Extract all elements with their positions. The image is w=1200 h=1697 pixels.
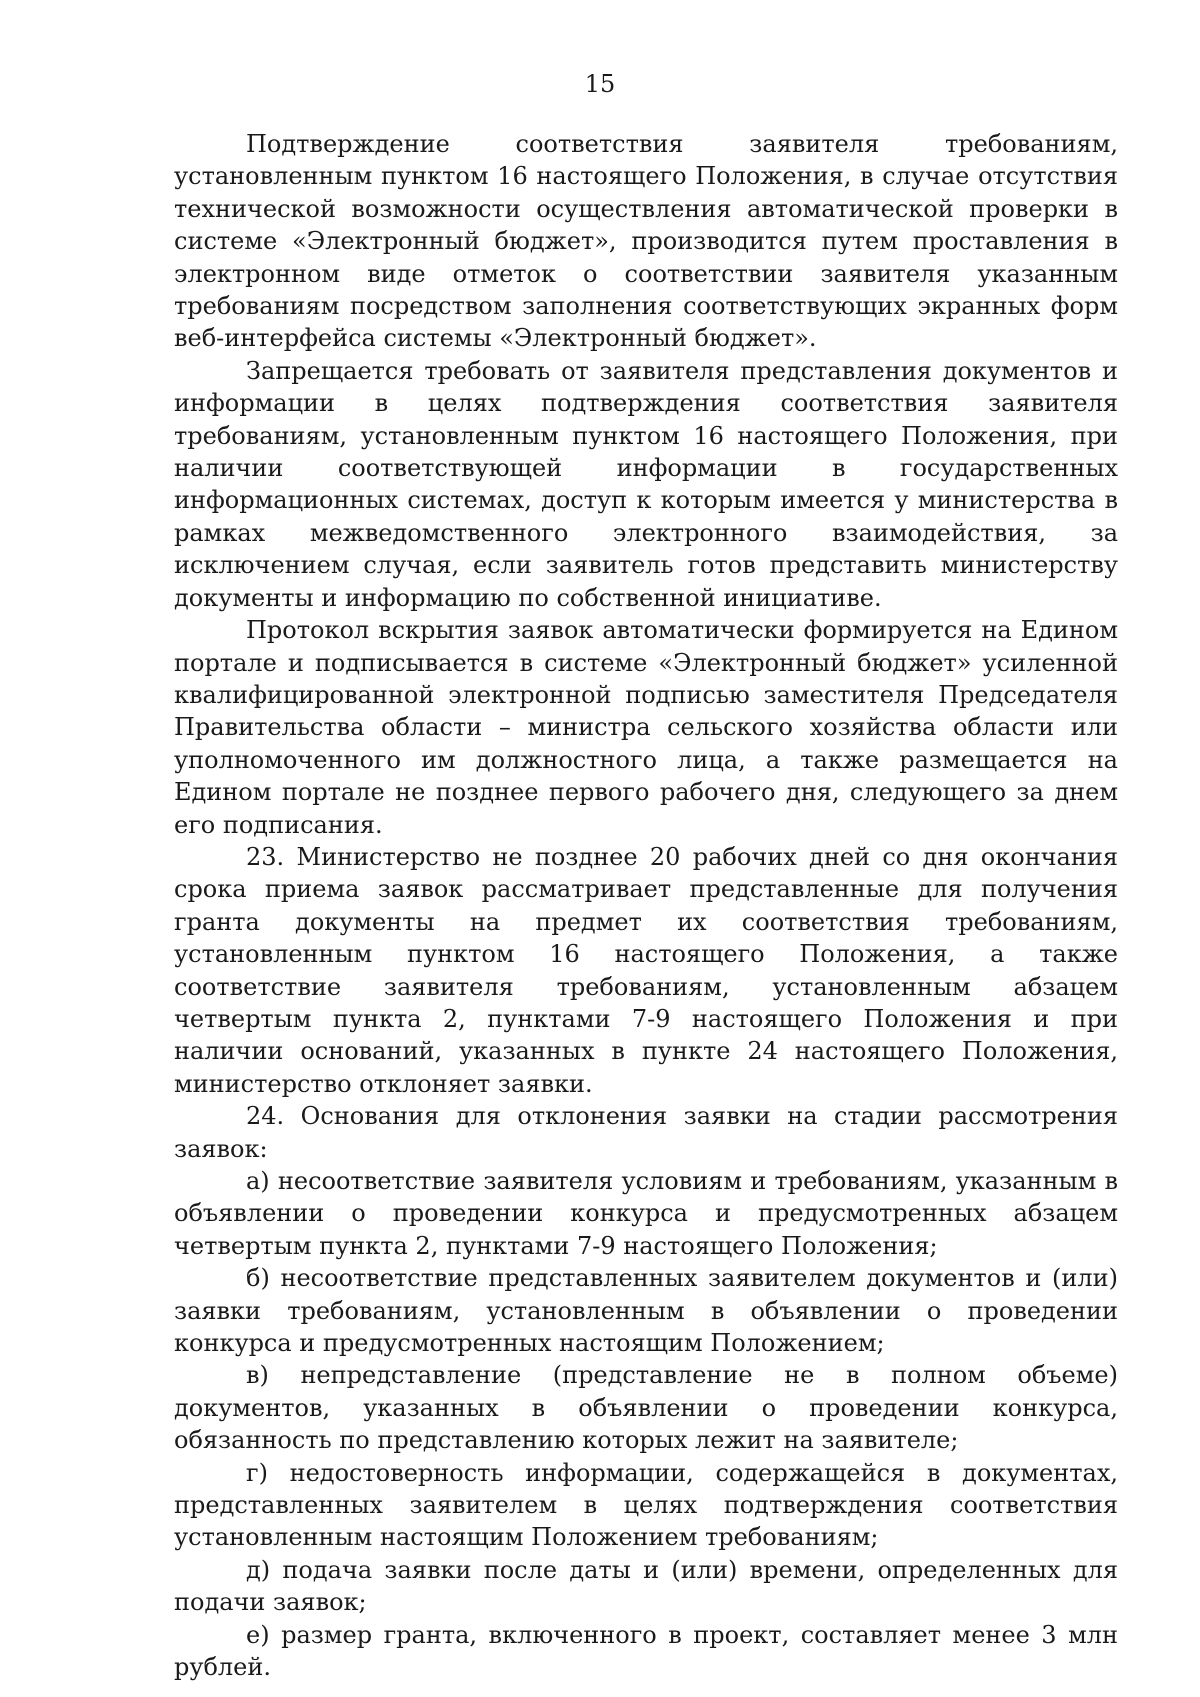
list-item-b: б) несоответствие представленных заявителем документов и (или) заявки требованиям, установленным в объявлении о проведении конкурса и предусмотренных настоящим Положением;: [174, 1264, 1118, 1358]
paragraph-clause-24: 24. Основания для отклонения заявки на стадии рассмотрения заявок:: [174, 1102, 1118, 1163]
paragraph-prohibition-requirements: Запрещается требовать от заявителя представления документов и информации в целях подтверждения соответствия заявителя требованиям, установленным пунктом 16 настоящего Положения, при наличии соответствующей информации в государственных информационных системах, доступ к которым имеется у министерства в рамках межведомственного электронного взаимодействия, за исключением случая, если заявитель готов представить министерству документы и информацию по собственной инициативе.: [174, 356, 1118, 612]
paragraph-confirmation-compliance: Подтверждение соответствия заявителя требованиям, установленным пунктом 16 настоящего Положения, в случае отсутствия технической возможности осуществления автоматической проверки в системе «Электронный бюджет», производится путем проставления в электронном виде отметок о соответствии заявителя указанным требованиям посредством заполнения соответствующих экранных форм веб-интерфейса системы «Электронный бюджет».: [174, 130, 1118, 353]
list-item-g: г) недостоверность информации, содержащейся в документах, представленных заявителем в целях подтверждения соответствия установленным настоящим Положением требованиям;: [174, 1458, 1118, 1552]
list-item-d: д) подача заявки после даты и (или) времени, определенных для подачи заявок;: [174, 1555, 1118, 1617]
page-number: 15: [584, 70, 616, 98]
paragraph-opening-protocol: Протокол вскрытия заявок автоматически формируется на Едином портале и подписывается в системе «Электронный бюджет» усиленной квалифицированной электронной подписью заместителя Председателя Правительства области – министра сельского хозяйства области или уполномоченного им должностного лица, а также размещается на Едином портале не позднее первого рабочего дня, следующего за днем его подписания.: [174, 616, 1118, 839]
document-body: [174, 128, 1118, 1684]
list-item-a: а) несоответствие заявителя условиям и требованиям, указанным в объявлении о проведении конкурса и предусмотренных абзацем четвертым пункта 2, пунктами 7-9 настоящего Положения;: [174, 1167, 1118, 1260]
list-item-v: в) непредставление (представление не в полном объеме) документов, указанных в объявлении о проведении конкурса, обязанность по представлению которых лежит на заявителе;: [174, 1361, 1118, 1455]
list-item-e: е) размер гранта, включенного в проект, составляет менее 3 млн рублей.: [174, 1620, 1118, 1682]
paragraph-clause-23: 23. Министерство не позднее 20 рабочих дней со дня окончания срока приема заявок рассматривает представленные для получения гранта документы на предмет их соответствия требованиям, установленным пунктом 16 настоящего Положения, а также соответствие заявителя требованиям, установленным абзацем четвертым пункта 2, пунктами 7-9 настоящего Положения и при наличии оснований, указанных в пункте 24 настоящего Положения, министерство отклоняет заявки.: [174, 842, 1118, 1098]
